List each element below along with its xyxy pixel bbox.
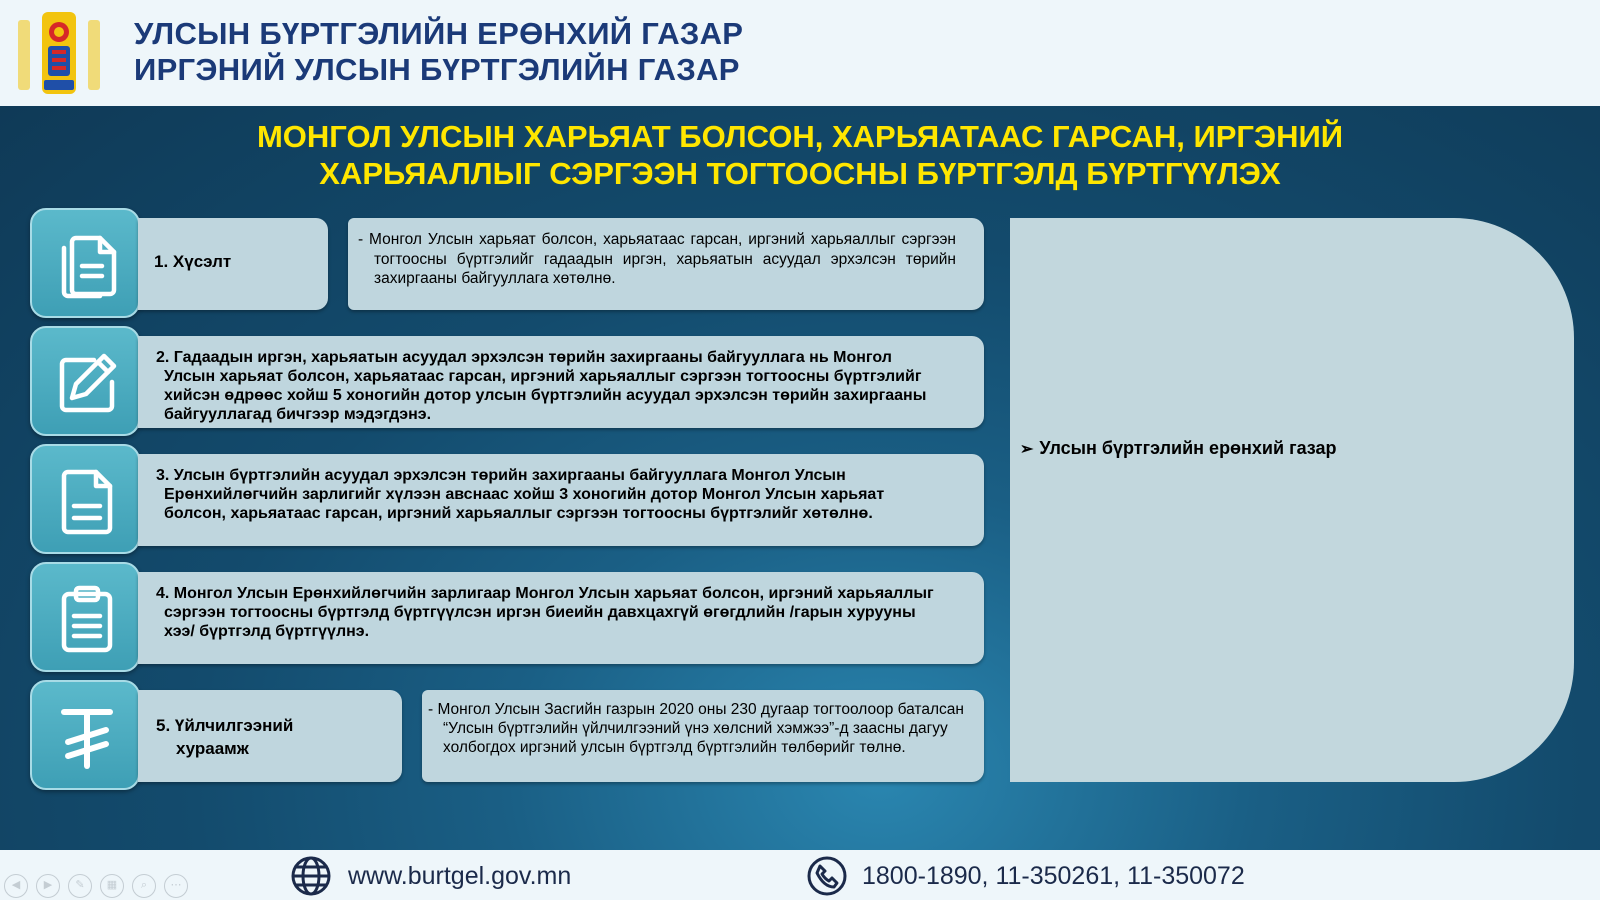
org-name-line2: ИРГЭНИЙ УЛСЫН БҮРТГЭЛИЙН ГАЗАР <box>134 52 740 87</box>
step-1-description-box <box>348 218 984 310</box>
previous-slide-icon[interactable]: ◀ <box>4 874 28 898</box>
step-3-tile <box>30 444 140 554</box>
slide-title-line2: ХАРЬЯАЛЛЫГ СЭРГЭЭН ТОГТООСНЫ БҮРТГЭЛД БҮРТГҮҮЛЭХ <box>319 156 1281 191</box>
step-5-label-line2: хураамж <box>176 739 249 758</box>
panel-item <box>1020 438 1337 459</box>
arrow-bullet-icon: ➢ <box>1020 441 1034 458</box>
step-5-label <box>156 714 293 760</box>
step-1-label: 1. Хүсэлт <box>154 252 232 271</box>
header-bar <box>0 0 1600 106</box>
slide-title-line1: МОНГОЛ УЛСЫН ХАРЬЯАТ БОЛСОН, ХАРЬЯАТААС ГАРСАН, ИРГЭНИЙ <box>256 119 1344 154</box>
step-5-label-box <box>138 690 402 782</box>
globe-icon <box>290 855 332 897</box>
clipboard-icon <box>54 584 120 654</box>
more-options-icon[interactable]: ⋯ <box>164 874 188 898</box>
info-panel <box>1010 218 1574 782</box>
slide-title <box>0 118 1600 192</box>
step-4-tile <box>30 562 140 672</box>
step-5-description: - Монгол Улсын Засгийн газрын 2020 оны 230 дугаар тогтоолоор баталсан “Улсын бүртгэлийн үйлчилгээний үнэ хөлсний хэмжээ”-д заасны дагуу холбогдох иргэний улсын бүртгэлд бүртгэлийн төлбөрийг төлнө. <box>428 701 964 756</box>
footer-bar <box>0 850 1600 900</box>
step-5-description-box <box>422 690 984 782</box>
phone-numbers: 1800-1890, 11-350261, 11-350072 <box>862 862 1245 890</box>
phone-icon <box>806 855 848 897</box>
slides-grid-icon[interactable]: ▦ <box>100 874 124 898</box>
document-icon <box>54 466 120 536</box>
step-5-label-line1: 5. Үйлчилгээний <box>156 716 294 735</box>
tugrik-icon <box>54 702 120 772</box>
step-5-tile <box>30 680 140 790</box>
pen-icon[interactable]: ✎ <box>68 874 92 898</box>
step-4-text: 4. Монгол Улсын Ерөнхийлөгчийн зарлигаар Монгол Улсын харьяат болсон, иргэний харьяаллыг сэргээн тогтоосны бүртгэлд бүртгүүлсэн иргэн биеийн давхцахгүй өгөгдлийн /гарын хурууны хээ/ бүртгэлд бүртгүүлнэ. <box>156 585 934 640</box>
step-4-box <box>138 572 984 664</box>
step-3-text: 3. Улсын бүртгэлийн асуудал эрхэлсэн төрийн захиргааны байгууллага Монгол Улсын Ерөнхийлөгчийн зарлигийг хүлээн авснаас хойш 3 хоногийн дотор Монгол Улсын харьяат болсон, харьяатаас гарсан, иргэний харьяаллыг сэргээн тогтоосны бүртгэлийг хөтөлнө. <box>156 467 885 522</box>
step-1-label-box <box>138 218 328 310</box>
step-3-box <box>138 454 984 546</box>
step-2-text: 2. Гадаадын иргэн, харьяатын асуудал эрхэлсэн төрийн захиргааны байгууллага нь Монгол Улсын харьяат болсон, харьяатаас гарсан, иргэний харьяаллыг сэргээн тогтоосны бүртгэлийг хийсэн өдрөөс хойш 5 хоногийн дотор улсын бүртгэлийн асуудал эрхэлсэн төрийн захиргааны байгууллагад бичгээр мэдэгдэнэ. <box>156 349 927 423</box>
documents-icon <box>54 230 120 300</box>
org-name-line1: УЛСЫН БҮРТГЭЛИЙН ЕРӨНХИЙ ГАЗАР <box>134 16 744 51</box>
emblem-logo-icon <box>14 6 104 100</box>
zoom-icon[interactable]: ⌕ <box>132 874 156 898</box>
step-1-tile <box>30 208 140 318</box>
edit-icon <box>54 348 120 418</box>
step-2-box <box>138 336 984 428</box>
next-slide-icon[interactable]: ▶ <box>36 874 60 898</box>
slideshow-controls <box>4 874 188 898</box>
website-link[interactable]: www.burtgel.gov.mn <box>348 862 572 890</box>
step-2-tile <box>30 326 140 436</box>
step-1-description: - Монгол Улсын харьяат болсон, харьяатаас гарсан, иргэний харьяаллыг сэргээн тогтоосны бүртгэлийг гадаадын иргэн, харьяатын асуудал эрхэлсэн төрийн захиргааны байгууллага хөтөлнө. <box>358 231 956 287</box>
panel-item-text: Улсын бүртгэлийн ерөнхий газар <box>1039 438 1337 458</box>
